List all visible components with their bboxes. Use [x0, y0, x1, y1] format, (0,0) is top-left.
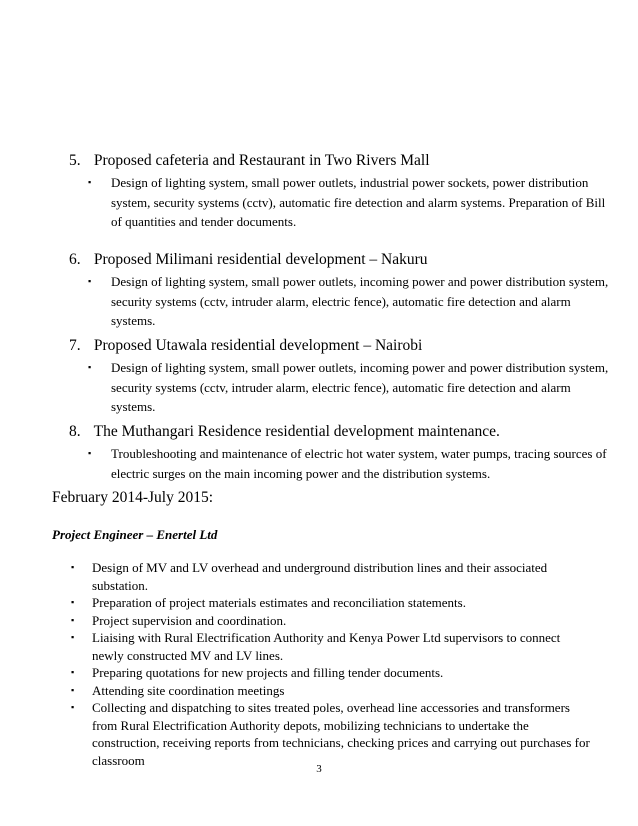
project-title-text: Proposed Milimani residential development – Nakuru — [93, 251, 428, 268]
project-detail-text: Design of lighting system, small power outlets, incoming power and power distribution system, security systems (cctv, intruder alarm, electric fence), automatic fire detection and alarm systems. — [111, 274, 609, 328]
project-item — [69, 422, 609, 483]
employment-period: February 2014-July 2015: — [52, 489, 214, 506]
project-title — [69, 336, 609, 356]
project-detail — [88, 358, 609, 417]
project-item — [69, 336, 609, 417]
bullet-icon: ▪ — [88, 448, 92, 458]
bullet-icon: ▪ — [88, 177, 92, 187]
project-title-text: Proposed Utawala residential development – Nairobi — [93, 337, 423, 354]
duties-list — [71, 559, 592, 769]
project-detail — [88, 272, 609, 331]
bullet-icon: ▪ — [88, 362, 92, 372]
duty-text: Liaising with Rural Electrification Authority and Kenya Power Ltd supervisors to connect newly constructed MV and LV lines. — [92, 630, 561, 663]
bullet-icon: ▪ — [71, 632, 75, 642]
duty-text: Attending site coordination meetings — [92, 682, 285, 698]
duty-text: Preparing quotations for new projects and filling tender documents. — [92, 665, 444, 680]
project-detail-text: Design of lighting system, small power outlets, incoming power and power distribution system, security systems (cctv, intruder alarm, electric fence), automatic fire detection and alarm systems. — [111, 360, 609, 414]
project-title-text: The Muthangari Residence residential development maintenance. — [93, 423, 500, 440]
bullet-icon: ▪ — [71, 614, 75, 625]
list-item — [71, 682, 592, 700]
list-item — [71, 629, 592, 664]
bullet-icon: ▪ — [71, 597, 75, 607]
project-title — [69, 250, 609, 270]
project-title — [69, 422, 609, 442]
list-item — [71, 594, 592, 612]
duty-text: Design of MV and LV overhead and underground distribution lines and their associated substation. — [92, 560, 548, 593]
project-title-text: Proposed cafeteria and Restaurant in Two Rivers Mall — [93, 152, 430, 169]
duty-text: Preparation of project materials estimates and reconciliation statements. — [92, 595, 466, 610]
project-number: 8. — [69, 423, 81, 440]
job-role: Project Engineer – Enertel Ltd — [52, 527, 218, 542]
page-number: 3 — [316, 763, 322, 775]
project-detail — [88, 173, 609, 232]
project-item — [69, 151, 609, 232]
project-detail-text: Design of lighting system, small power outlets, industrial power sockets, power distribution system, security systems (cctv), automatic fire detection and alarm systems. Preparation of Bill of quantities and tender documents. — [111, 175, 606, 229]
duty-text: Project supervision and coordination. — [92, 612, 287, 628]
bullet-icon: ▪ — [71, 684, 75, 695]
list-item — [71, 559, 592, 594]
project-item — [69, 250, 609, 331]
list-item — [71, 664, 592, 682]
project-number: 7. — [69, 337, 81, 354]
project-detail — [88, 444, 609, 483]
project-title — [69, 151, 609, 171]
project-detail-text: Troubleshooting and maintenance of electric hot water system, water pumps, tracing sources of electric surges on the main incoming power and the distribution systems. — [111, 446, 607, 481]
list-item — [71, 699, 592, 769]
bullet-icon: ▪ — [88, 276, 92, 286]
project-number: 6. — [69, 251, 81, 268]
bullet-icon: ▪ — [71, 667, 75, 677]
bullet-icon: ▪ — [71, 562, 75, 572]
project-number: 5. — [69, 152, 81, 169]
bullet-icon: ▪ — [71, 702, 75, 712]
list-item — [71, 612, 592, 630]
duty-text: Collecting and dispatching to sites treated poles, overhead line accessories and transformers from Rural Electrification Authority depots, mobilizing technicians to undertake the construction, receiving reports from technicians, checking prices and carrying out purchases for classroom — [92, 700, 590, 768]
